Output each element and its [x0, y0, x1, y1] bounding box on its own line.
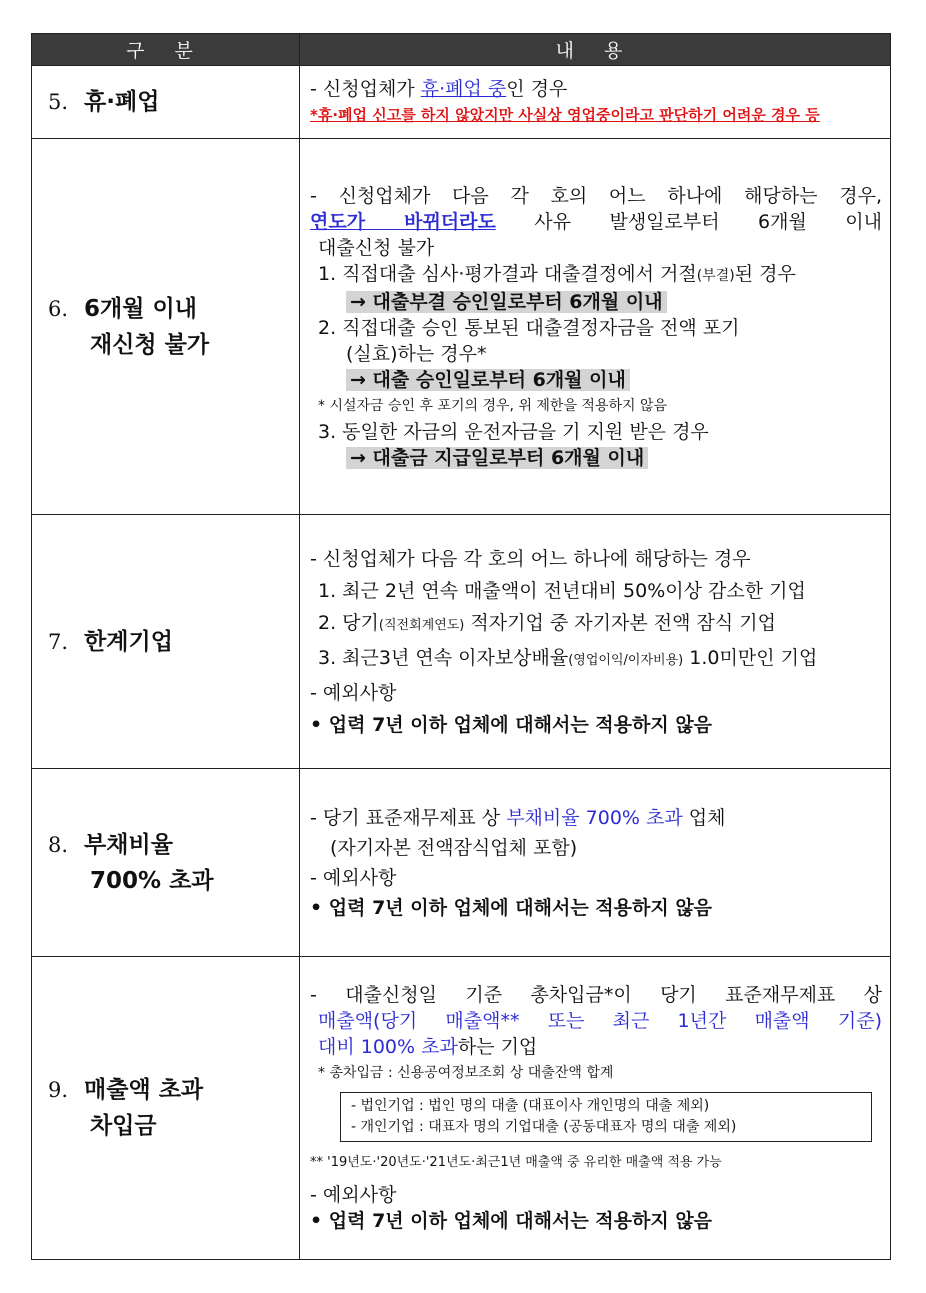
- exception-note: • 업력 7년 이하 업체에 대해서는 적용하지 않음: [310, 1210, 713, 1232]
- exception-note: • 업력 7년 이하 업체에 대해서는 적용하지 않음: [310, 713, 713, 736]
- row-title: 부채비율: [84, 831, 173, 858]
- deadline-highlight: → 대출부결 승인일로부터 6개월 이내: [346, 291, 667, 313]
- deadline-highlight: → 대출금 지급일로부터 6개월 이내: [346, 447, 648, 469]
- row-category: 9. 매출액 초과 차입금: [32, 957, 300, 1260]
- highlight-link: 연도가 바뀌더라도: [310, 210, 496, 233]
- highlight-link: 휴·폐업 중: [420, 78, 507, 100]
- row-category: 8. 부채비율 700% 초과: [32, 769, 300, 957]
- highlight-text: 부채비율 700% 초과: [506, 806, 683, 829]
- highlight-text: 매출액(당기 매출액** 또는 최근 1년간 매출액 기준): [318, 1010, 882, 1032]
- deadline-highlight: → 대출 승인일로부터 6개월 이내: [346, 369, 630, 391]
- row-content: - 대출신청일 기준 총차입금*이 당기 표준재무제표 상 매출액(당기 매출액** 또는 최근 1년간 매출액 기준) 대비 100% 초과하는 기업 * 총차입금 : 신용공여정보조회 상 대출잔액 합계 - 법인기업 : 법인 명의 대출 (대표이사 개인명의 대출 제외) - 개인기업 : 대표자 명의 기업대출 (공동대표자 명의 대출 제외) ** '19년도·'20년도·'21년도·최근1년 매출액 중 유리한 매출액 적용 가능 - 예외사항 • 업력 7년 이하 업체에 대해서는 적용하지 않음: [300, 957, 891, 1260]
- table-row: [32, 139, 891, 515]
- table-row: [32, 957, 891, 1260]
- row-content: - 신청업체가 휴·폐업 중인 경우 *휴·폐업 신고를 하지 않았지만 사실상 영업중이라고 판단하기 어려운 경우 등: [300, 66, 891, 139]
- row-category: 6. 6개월 이내 재신청 불가: [32, 139, 300, 515]
- row-content: - 신청업체가 다음 각 호의 어느 하나에 해당하는 경우 1. 최근 2년 연속 매출액이 전년대비 50%이상 감소한 기업 2. 당기(직전회계연도) 적자기업 중 자기자본 전액 잠식 기업 3. 최근3년 연속 이자보상배율(영업이익/이자비용) 1.0미만인 기업 - 예외사항 • 업력 7년 이하 업체에 대해서는 적용하지 않음: [300, 515, 891, 769]
- exception-note: • 업력 7년 이하 업체에 대해서는 적용하지 않음: [310, 896, 713, 919]
- highlight-text: 대비 100% 초과: [318, 1036, 458, 1058]
- row-category: 7. 한계기업: [32, 515, 300, 769]
- table-row: [32, 769, 891, 957]
- criteria-table: [31, 33, 891, 1260]
- row-category: 5. 휴·폐업: [32, 66, 300, 139]
- row-content: - 당기 표준재무제표 상 부채비율 700% 초과 업체 (자기자본 전액잠식업체 포함) - 예외사항 • 업력 7년 이하 업체에 대해서는 적용하지 않음: [300, 769, 891, 957]
- row-title: 휴·폐업: [84, 89, 160, 115]
- row-title: 6개월 이내: [84, 295, 197, 322]
- header-content: 내 용: [300, 34, 891, 66]
- header-category: 구 분: [32, 34, 300, 66]
- table-row: [32, 515, 891, 769]
- row-content: - 신청업체가 다음 각 호의 어느 하나에 해당하는 경우, 연도가 바뀌더라도 사유 발생일로부터 6개월 이내 대출신청 불가 1. 직접대출 심사·평가결과 대출결정에서 거절(부결)된 경우 → 대출부결 승인일로부터 6개월 이내 2. 직접대출 승인 통보된 대출결정자금을 전액 포기 (실효)하는 경우* → 대출 승인일로부터 6개월 이내 * 시설자금 승인 후 포기의 경우, 위 제한을 적용하지 않음 3. 동일한 자금의 운전자금을 기 지원 받은 경우 → 대출금 지급일로부터 6개월 이내: [300, 139, 891, 515]
- row-title: 한계기업: [84, 628, 173, 655]
- row-title: 매출액 초과: [84, 1077, 204, 1103]
- table-header: [32, 34, 891, 66]
- detail-box: - 법인기업 : 법인 명의 대출 (대표이사 개인명의 대출 제외) - 개인기업 : 대표자 명의 기업대출 (공동대표자 명의 대출 제외): [340, 1092, 872, 1142]
- note-red: *휴·폐업 신고를 하지 않았지만 사실상 영업중이라고 판단하기 어려운 경우 등: [310, 106, 820, 124]
- table-row: [32, 66, 891, 139]
